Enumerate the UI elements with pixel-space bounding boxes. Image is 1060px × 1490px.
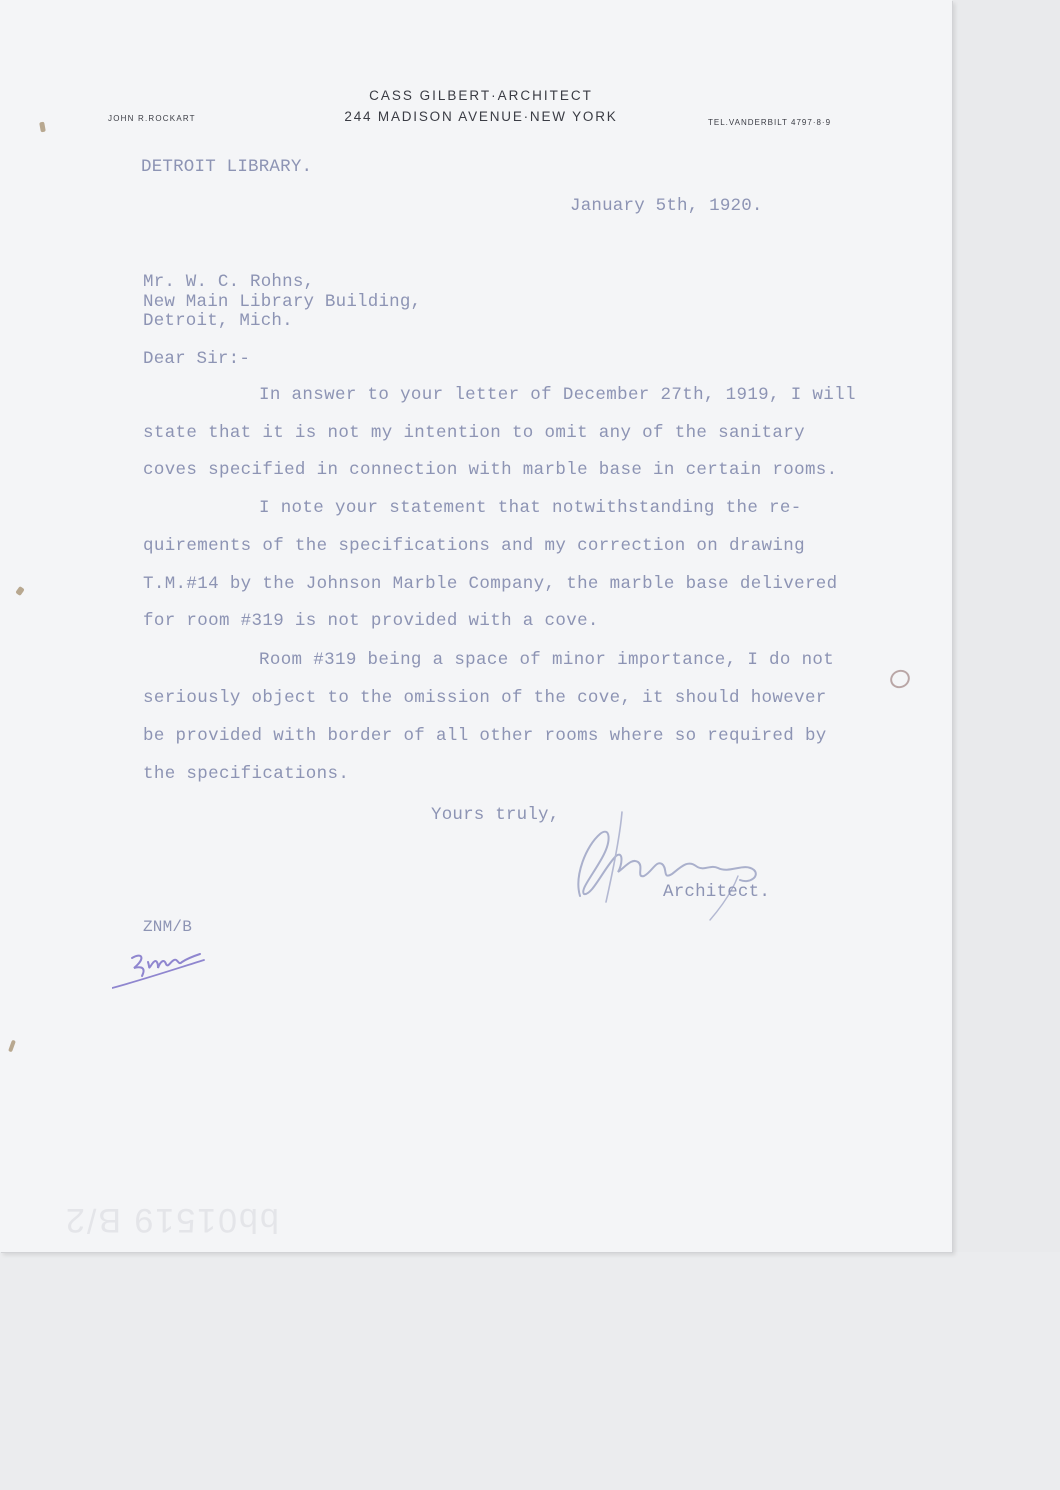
- letter-subject: DETROIT LIBRARY.: [141, 157, 313, 177]
- letterhead-telephone: TEL.VANDERBILT 4797·8·9: [708, 118, 832, 127]
- body-line: for room #319 is not provided with a cove.: [143, 611, 599, 631]
- signature-title: Architect.: [663, 882, 771, 902]
- letterhead-left-name: JOHN R.ROCKART: [108, 114, 196, 123]
- recipient-line: Detroit, Mich.: [143, 311, 293, 331]
- closing: Yours truly,: [431, 805, 560, 825]
- archive-stamp: bb01519 B/2: [64, 1201, 279, 1239]
- body-line: coves specified in connection with marble base in certain rooms.: [143, 460, 838, 480]
- handwritten-initials: [112, 938, 212, 994]
- ink-ring-mark: [887, 667, 913, 692]
- letterhead-firm-name: CASS GILBERT·ARCHITECT: [369, 88, 593, 103]
- body-line: be provided with border of all other rooms where so required by: [143, 726, 827, 746]
- pin-hole-mark: [15, 586, 25, 596]
- signature-image: [540, 806, 780, 926]
- scan-background: [0, 1252, 1060, 1490]
- body-line: I note your statement that notwithstanding the re-: [259, 498, 802, 518]
- reference-initials: ZNM/B: [143, 918, 193, 936]
- body-line: state that it is not my intention to omit any of the sanitary: [143, 423, 805, 443]
- body-line: quirements of the specifications and my correction on drawing: [143, 536, 805, 556]
- letter-date: January 5th, 1920.: [570, 196, 763, 216]
- body-line: T.M.#14 by the Johnson Marble Company, the marble base delivered: [143, 574, 838, 594]
- body-line: seriously object to the omission of the cove, it should however: [143, 688, 827, 708]
- salutation: Dear Sir:-: [143, 349, 251, 369]
- letterhead-address: 244 MADISON AVENUE·NEW YORK: [344, 109, 618, 124]
- pin-hole-mark: [8, 1040, 16, 1053]
- body-line: In answer to your letter of December 27th, 1919, I will: [259, 385, 856, 405]
- recipient-line: New Main Library Building,: [143, 292, 422, 312]
- body-line: Room #319 being a space of minor importance, I do not: [259, 650, 835, 670]
- recipient-line: Mr. W. C. Rohns,: [143, 272, 315, 292]
- body-line: the specifications.: [143, 764, 350, 784]
